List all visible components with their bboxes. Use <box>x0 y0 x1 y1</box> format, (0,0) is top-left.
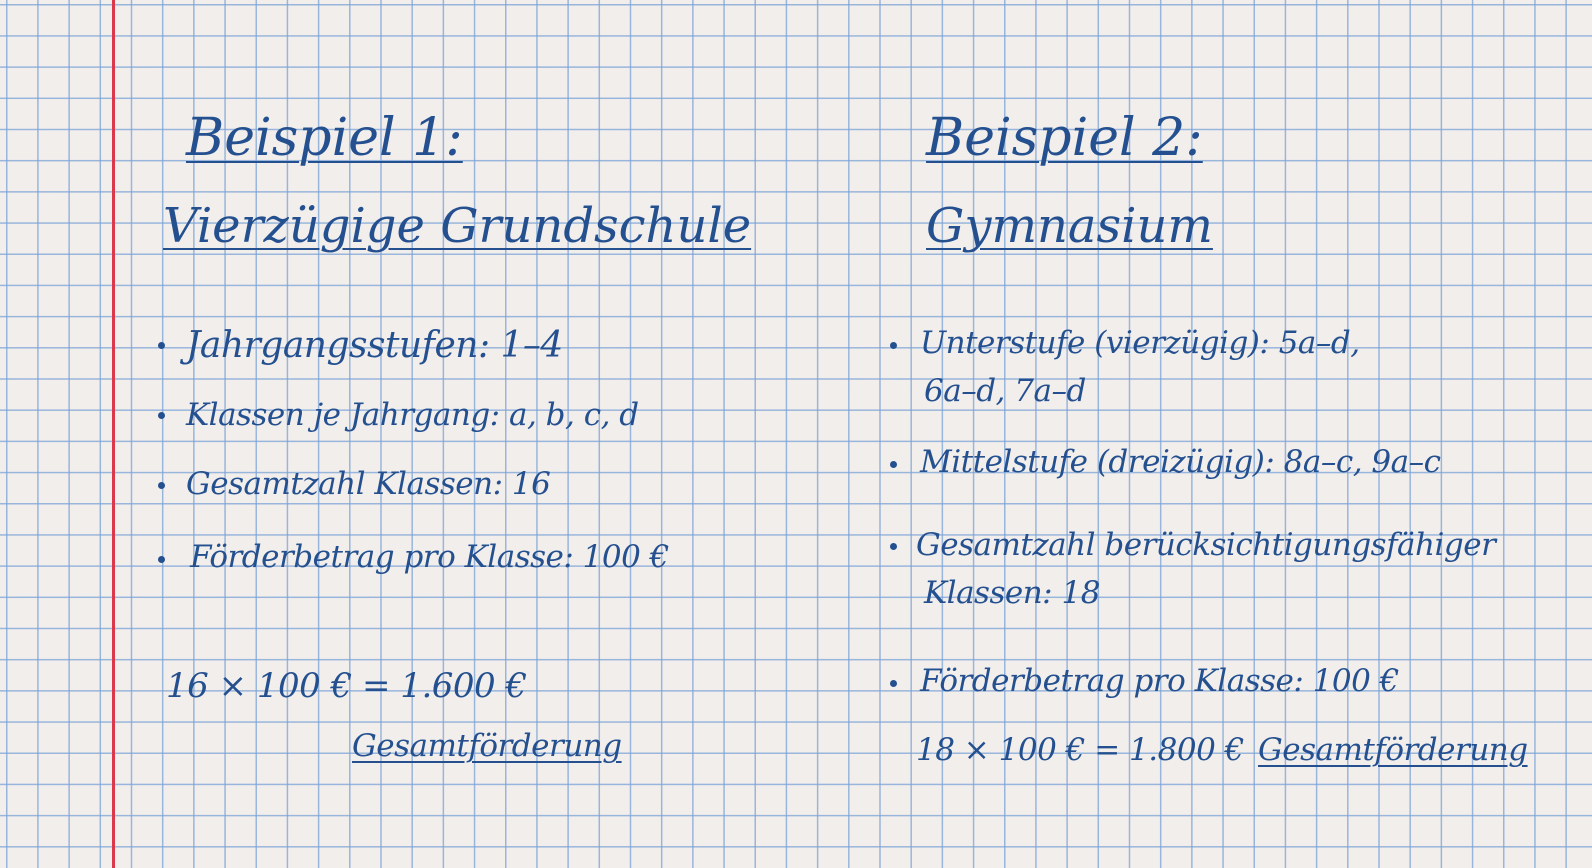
example-2-title: Beispiel 2: <box>926 108 1203 168</box>
example-1-calculation: 16 × 100 € = 1.600 € <box>166 666 527 706</box>
example-1-title: Beispiel 1: <box>186 108 463 168</box>
bullet <box>158 482 165 489</box>
example-2-item-4: Förderbetrag pro Klasse: 100 € <box>920 663 1399 699</box>
bullet <box>890 461 897 468</box>
bullet <box>158 412 165 419</box>
example-2-subtitle: Gymnasium <box>926 198 1213 254</box>
example-2-item-2: Mittelstufe (dreizügig): 8a–c, 9a–c <box>920 444 1441 480</box>
example-2-item-3-line-1: Gesamtzahl berücksichtigungsfähiger <box>916 527 1496 563</box>
bullet <box>890 342 897 349</box>
bullet <box>890 543 897 550</box>
margin-line <box>112 0 115 868</box>
bullet <box>158 342 165 349</box>
example-1-item-3: Gesamtzahl Klassen: 16 <box>186 466 551 502</box>
example-2-total-label: Gesamtförderung <box>1258 732 1528 768</box>
bullet <box>158 556 165 563</box>
example-1-item-4: Förderbetrag pro Klasse: 100 € <box>190 539 669 575</box>
example-2-calculation: 18 × 100 € = 1.800 € <box>916 732 1244 768</box>
example-1-subtitle: Vierzügige Grundschule <box>163 198 752 254</box>
example-2-item-3-line-2: Klassen: 18 <box>924 575 1100 611</box>
example-1-item-1: Jahrgangsstufen: 1–4 <box>186 325 563 366</box>
example-2-item-1-line-2: 6a–d, 7a–d <box>924 373 1086 409</box>
bullet <box>890 680 897 687</box>
example-1-total-label: Gesamtförderung <box>352 728 622 764</box>
example-1-item-2: Klassen je Jahrgang: a, b, c, d <box>186 397 639 433</box>
example-2-item-1-line-1: Unterstufe (vierzügig): 5a–d, <box>920 325 1360 361</box>
